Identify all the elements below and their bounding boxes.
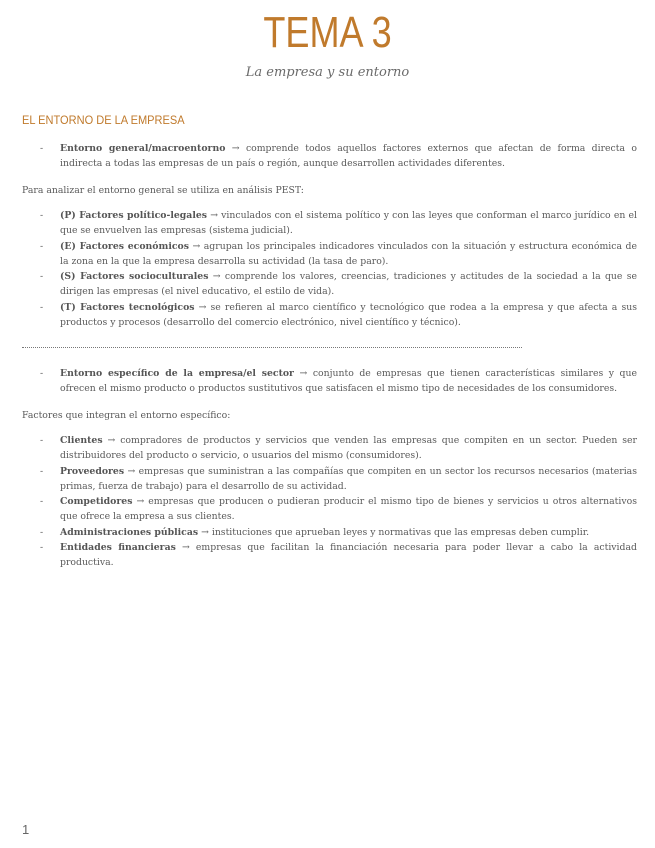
item-term: (S) Factores socioculturales xyxy=(60,271,209,283)
list-item xyxy=(22,464,637,495)
item-text: comprende todos aquellos factores externos que afectan de forma directa o indirecta a todas las empresas de un país o región, aunque desarrollen actividades diferentes. xyxy=(60,143,637,170)
item-term: Administraciones públicas xyxy=(60,526,199,538)
arrow-symbol: → xyxy=(231,143,240,154)
arrow-symbol: → xyxy=(136,496,145,508)
specific-factors-list xyxy=(22,433,637,571)
bullet-dash: - xyxy=(40,271,44,283)
arrow-symbol: → xyxy=(212,271,221,283)
bullet-dash: - xyxy=(40,210,44,221)
item-text: se refieren al marco científico y tecnológico que rodea a la empresa y que afecta a sus productos y procesos (desarrollo del comercio electrónico, nivel científico y técnico). xyxy=(60,301,637,329)
item-text: conjunto de empresas que tienen características similares y que ofrecen el mismo producto o productos sustitutivos que satisfacen el mismo tipo de necesidades de los consumidores. xyxy=(60,368,637,395)
bullet-dash: - xyxy=(40,465,44,477)
bullet-dash: - xyxy=(40,526,44,538)
specific-intro: Factores que integran el entorno específico: xyxy=(22,410,231,421)
item-term: Clientes xyxy=(60,435,103,446)
arrow-symbol: → xyxy=(210,210,218,221)
item-term: Proveedores xyxy=(60,465,125,477)
item-text: instituciones que aprueban leyes y normativas que las empresas deben cumplir. xyxy=(211,526,590,538)
item-text: compradores de productos y servicios que venden las empresas que compiten en un sector. Pueden ser distribuidores del producto o servicio, o usuarios del mismo (consumidores). xyxy=(60,435,637,462)
item-term: Entidades financieras xyxy=(60,542,176,554)
item-text: comprende los valores, creencias, tradiciones y actitudes de la sociedad a la que se dirigen las empresas (el nivel educativo, el estilo de vida). xyxy=(60,271,637,298)
list-item xyxy=(22,494,637,525)
item-term: Competidores xyxy=(60,496,133,508)
list-item xyxy=(22,239,637,270)
arrow-symbol: → xyxy=(198,301,207,313)
bullet-dash: - xyxy=(40,301,44,313)
list-item xyxy=(22,300,637,331)
bullet-dash: - xyxy=(40,542,44,554)
item-text: vinculados con el sistema político y con las leyes que conforman el marco jurídico en el que se envuelven las empresas (sistema judicial). xyxy=(60,210,637,237)
list-item xyxy=(22,366,637,397)
list-item xyxy=(22,525,637,540)
arrow-symbol: → xyxy=(299,368,308,379)
item-text: empresas que facilitan la financiación necesaria para poder llevar a cabo la actividad productiva. xyxy=(60,542,637,569)
document-title: TEMA 3 xyxy=(263,8,392,57)
list-item xyxy=(22,208,637,239)
list-item xyxy=(22,433,637,464)
bullet-dash: - xyxy=(40,435,44,446)
section-heading: EL ENTORNO DE LA EMPRESA xyxy=(22,113,185,127)
item-term: (T) Factores tecnológicos xyxy=(60,301,195,313)
list-item xyxy=(22,540,637,571)
arrow-symbol: → xyxy=(201,526,209,538)
dotted-divider xyxy=(22,347,522,348)
item-text: empresas que suministran a las compañías que compiten en un sector los recursos necesarios (materias primas, fuerza de trabajo) para el desarrollo de su actividad. xyxy=(60,465,637,492)
arrow-symbol: → xyxy=(181,542,190,554)
arrow-symbol: → xyxy=(107,435,116,446)
item-term: Entorno general/macroentorno xyxy=(60,143,226,154)
bullet-dash: - xyxy=(40,240,44,252)
arrow-symbol: → xyxy=(192,240,201,252)
item-text: empresas que producen o pudieran producir el mismo tipo de bienes y servicios u otros alternativos que ofrece la empresa a sus clientes. xyxy=(60,496,637,523)
list-item xyxy=(22,269,637,300)
item-term: Entorno específico de la empresa/el sector xyxy=(60,368,294,379)
bullet-dash: - xyxy=(40,143,44,154)
arrow-symbol: → xyxy=(127,465,136,477)
page-number: 1 xyxy=(22,822,30,837)
document-subtitle: La empresa y su entorno xyxy=(245,65,410,80)
general-environment-block xyxy=(22,141,637,172)
pest-intro: Para analizar el entorno general se utiliza en análisis PEST: xyxy=(22,185,304,196)
pest-list xyxy=(22,208,637,330)
item-term: (P) Factores político-legales xyxy=(60,210,207,221)
list-item xyxy=(22,141,637,172)
item-text: agrupan los principales indicadores vinculados con la situación y estructura económica de la zona en la que la empresa desarrolla su actividad (la tasa de paro). xyxy=(60,240,637,267)
bullet-dash: - xyxy=(40,496,44,508)
bullet-dash: - xyxy=(40,368,44,379)
item-term: (E) Factores económicos xyxy=(60,240,189,252)
specific-environment-block xyxy=(22,366,637,397)
